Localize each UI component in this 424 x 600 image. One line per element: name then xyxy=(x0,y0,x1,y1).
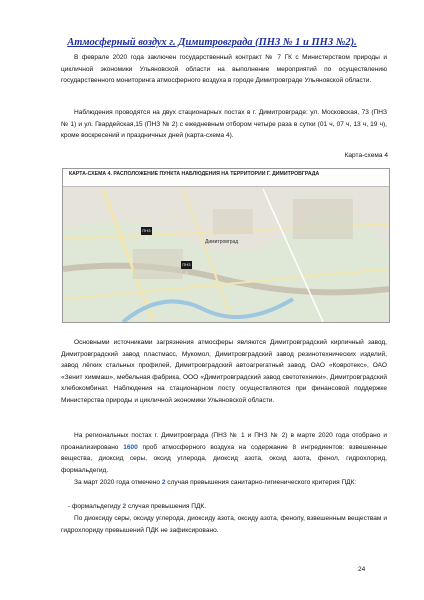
paragraph-exceedances xyxy=(61,477,387,489)
list-item-formaldehyde xyxy=(68,501,388,513)
paragraph-no-exceedances: По диоксиду серы, оксиду углерода, диоксиду азота, оксиду азота, фенолу, взвешенным веществам и гидрохлориду превышений ПДК не зафиксировано. xyxy=(61,515,387,534)
formaldehyde-count: 2 xyxy=(122,503,127,510)
paragraph-contract: В феврале 2020 года заключен государственный контракт № 7 ГК с Министерством природы и цикличной экономики Ульяновской области на выполнение мероприятий по осуществлению государственного мониторинга атмосферного воздуха в городе Димитровграде Ульяновской области. xyxy=(61,54,387,85)
map-header: КАРТА-СХЕМА 4. РАСПОЛОЖЕНИЕ ПУНКТА НАБЛЮДЕНИЯ НА ТЕРРИТОРИИ Г. ДИМИТРОВГРАДА xyxy=(63,169,389,187)
paragraph-samples xyxy=(61,430,387,476)
paragraph-pollution-sources: Основными источниками загрязнения атмосферы являются Димитровградский кирпичный завод, Димитровградский завод пластмасс, Мукомол, Димитровградский завод резинотехнических изделий, завод лёгких стальных профилей, Димитровградский автоагрегатный завод, ОАО «Ковротекс», ОАО «Зенит химмаш», мебельная фабрика, ООО «Димитровградский завод светотехники», Димитровградский хлебокомбинат. Наблюдения на стационарном посту осуществляются при финансовой поддержке Министерства природы и цикличной экономики Ульяновской области. xyxy=(61,339,387,404)
map-caption: Карта-схема 4 xyxy=(344,152,388,159)
formaldehyde-text-before: - формальдегиду xyxy=(68,503,123,510)
paragraph-observations: Наблюдения проводятся на двух стационарных постах в г. Димитровграде: ул. Московская, 73 (ПНЗ № 1) и ул. Гвардейская,15 (ПНЗ № 2) с ежедневным отбором четыре раза в сутки (01 ч, 07 ч, 13 ч, 19 ч), кроме воскресений и праздничных дней (карта-схема 4). xyxy=(61,109,387,140)
page-title: Атмосферный воздух г. Димитровграда (ПНЗ № 1 и ПНЗ №2). xyxy=(67,37,357,48)
map-background xyxy=(63,169,389,322)
exceedances-text-before: За март 2020 года отмечено xyxy=(74,479,162,486)
samples-text-after: проб атмосферного воздуха на содержание 8 ингредиентов: взвешенные вещества, диоксид серы, оксид углерода, диоксид азота, оксид азота, фенол, гидрохлорид, формальдегид. xyxy=(61,443,387,474)
map-city-label: Димитровград xyxy=(205,239,239,245)
post-marker-pnz1: ПНЗ 1 xyxy=(142,228,151,241)
exceedances-count: 2 xyxy=(161,479,166,486)
formaldehyde-text-after: случая превышения ПДК. xyxy=(126,503,207,510)
map-figure xyxy=(62,168,390,323)
samples-text-before: На региональных постах г. Димитровграда (ПНЗ № 1 и ПНЗ № 2) в марте 2020 года отобрано и проанализировано xyxy=(61,432,387,451)
post-marker-pnz2: ПНЗ 2 xyxy=(182,262,191,275)
exceedances-text-after: случая превышения санитарно-гигиенического критерия ПДК: xyxy=(165,479,357,486)
page-number: 24 xyxy=(358,566,366,573)
samples-count: 1600 xyxy=(123,443,138,451)
